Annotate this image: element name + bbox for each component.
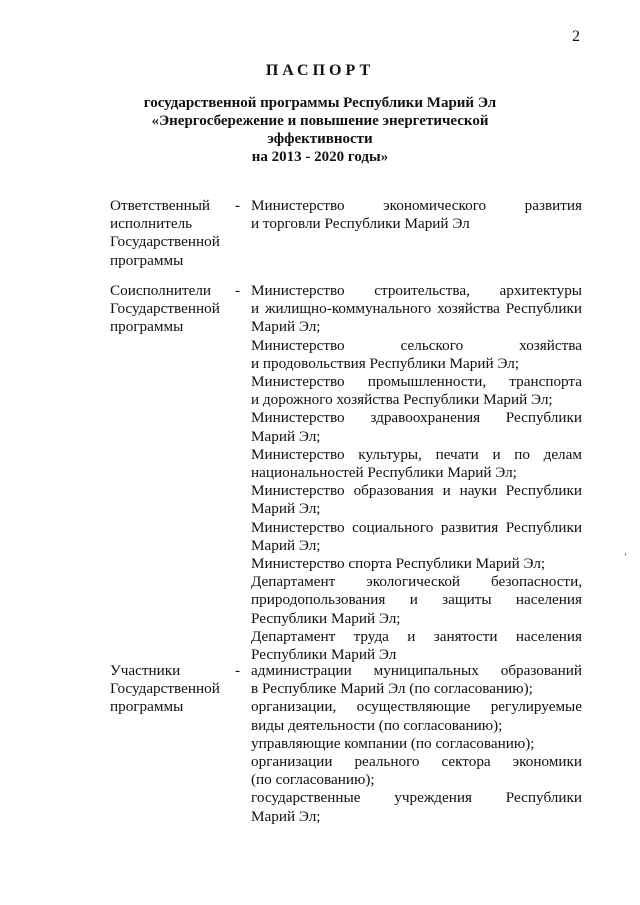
section-description <box>251 282 582 664</box>
description-line: Министерство промышленности, транспорта <box>251 373 582 391</box>
description-line: Министерство спорта Республики Марий Эл; <box>251 555 546 573</box>
section-term: Участники Государственной программы <box>110 662 220 716</box>
subtitle-line: государственной программы Республики Марий Эл <box>143 95 497 111</box>
description-line: Министерство сельского хозяйства <box>251 336 582 354</box>
description-line: управляющие компании (по согласованию); <box>251 734 535 752</box>
description-line: Министерство социального развития Республики <box>251 518 582 536</box>
description-line: Республики Марий Эл <box>251 646 397 664</box>
description-line: и торговли Республики Марий Эл <box>251 215 470 233</box>
description-line: Министерство культуры, печати и по делам <box>251 445 582 463</box>
description-line: государственные учреждения Республики <box>251 789 582 807</box>
section-description <box>251 662 582 826</box>
description-line: природопользования и защиты населения <box>251 591 582 609</box>
scan-mark <box>625 553 626 556</box>
description-line: организации реального сектора экономики <box>251 753 582 771</box>
description-line: и дорожного хозяйства Республики Марий Эл; <box>251 391 553 409</box>
document-header <box>100 62 540 166</box>
description-line: Министерство образования и науки Республики <box>251 482 582 500</box>
description-line: в Республике Марий Эл (по согласованию); <box>251 680 533 698</box>
description-line: и продовольствия Республики Марий Эл; <box>251 354 520 372</box>
description-line: Департамент экологической безопасности, <box>251 573 582 591</box>
description-line: Министерство здравоохранения Республики <box>251 409 582 427</box>
description-line: организации, осуществляющие регулируемые <box>251 698 582 716</box>
description-line: Марий Эл; <box>251 807 321 825</box>
section-description <box>251 197 582 233</box>
section-term: Ответственный исполнитель Государственной программы <box>110 197 220 269</box>
description-line: национальностей Республики Марий Эл; <box>251 464 517 482</box>
subtitle-line: «Энергосбережение и повышение энергетической эффективности <box>151 113 489 147</box>
description-line: Марий Эл; <box>251 427 321 445</box>
section-term: Соисполнители Государственной программы <box>110 282 220 336</box>
description-line: (по согласованию); <box>251 771 375 789</box>
subtitle-line: на 2013 - 2020 годы» <box>251 149 389 165</box>
section-dash: - <box>235 282 241 299</box>
description-line: Республики Марий Эл; <box>251 609 401 627</box>
description-line: Министерство экономического развития <box>251 197 582 214</box>
section-dash: - <box>235 662 241 679</box>
description-line: Марий Эл; <box>251 500 321 518</box>
description-line: и жилищно-коммунального хозяйства Республики <box>251 300 582 318</box>
description-line: Министерство строительства, архитектуры <box>251 282 582 299</box>
description-line: Марий Эл; <box>251 536 321 554</box>
description-line: Марий Эл; <box>251 318 321 336</box>
description-line: Департамент труда и занятости населения <box>251 627 582 645</box>
page-number: 2 <box>572 28 580 45</box>
section-dash: - <box>235 197 241 214</box>
description-line: администрации муниципальных образований <box>251 662 582 679</box>
description-line: виды деятельности (по согласованию); <box>251 716 503 734</box>
document-title: ПАСПОРТ <box>265 62 375 79</box>
